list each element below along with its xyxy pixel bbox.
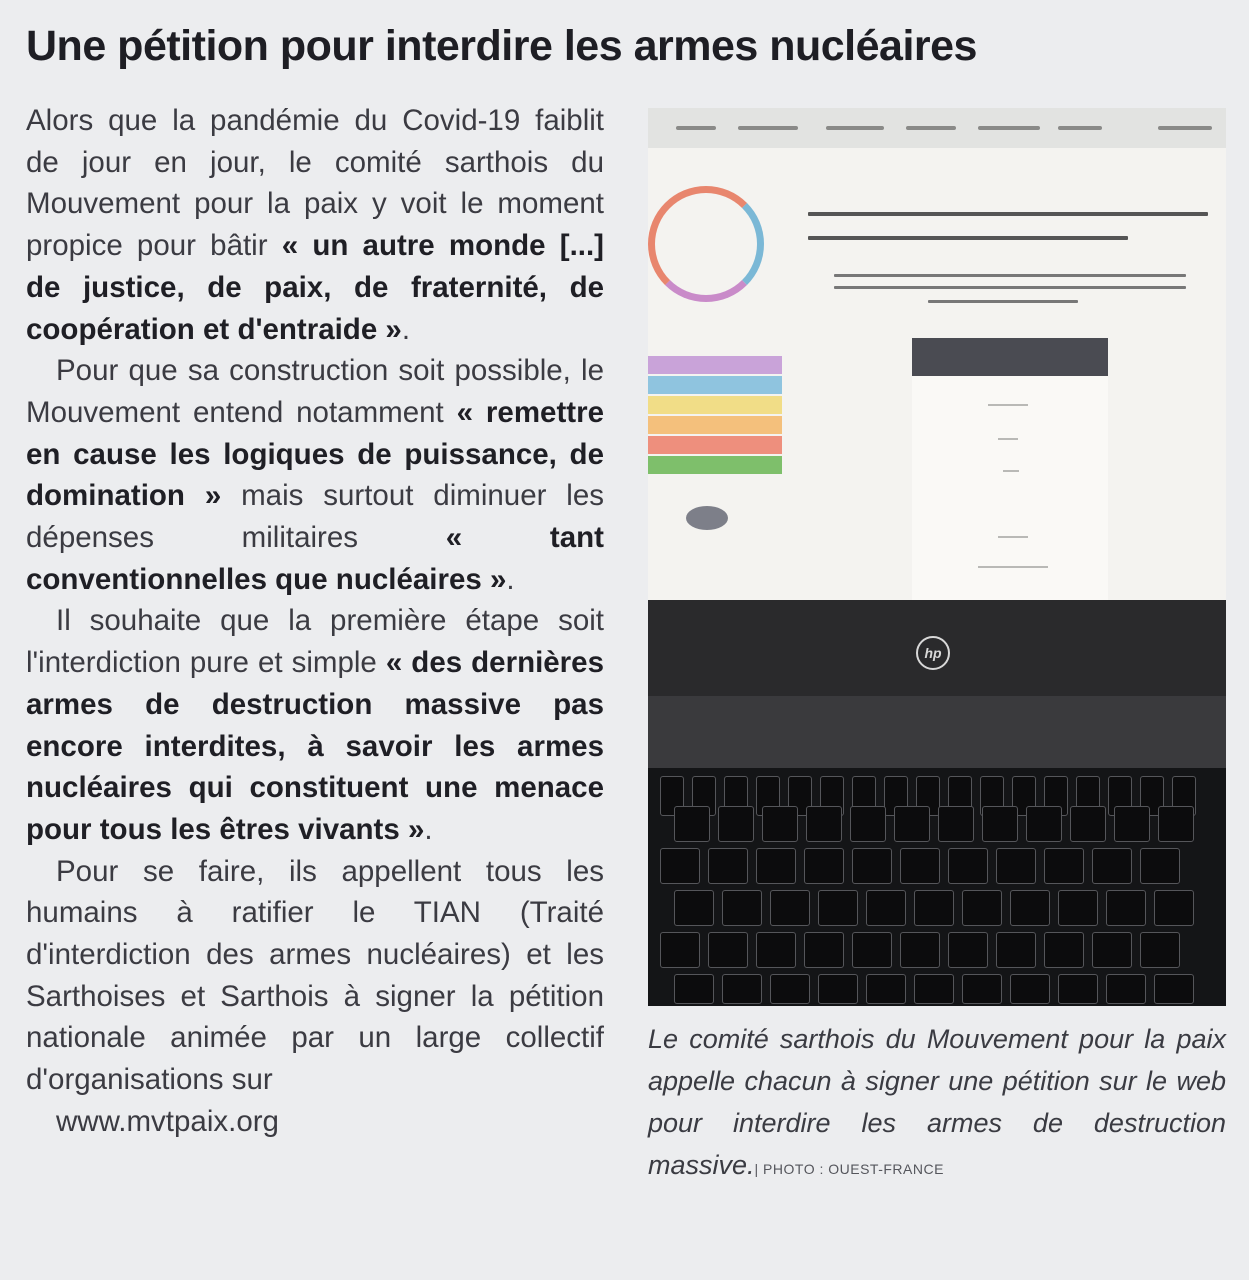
keyboard-key [1106,890,1146,926]
keyboard-key [804,932,844,968]
keyboard-key [674,974,714,1004]
keyboard-key [1114,806,1150,842]
keyboard-key [1044,932,1084,968]
paragraph-text: Pour se faire, ils appellent tous les humains à ratifier le TIAN (Traité d'interdiction des armes nucléaires) et les Sarthoises et Sarthois à signer la pétition nationale animée par un large collectif d'organisations sur [26,854,604,1097]
keyboard-key [1092,932,1132,968]
caption-text: Le comité sarthois du Mouvement pour la paix appelle chacun à signer une pétition sur le web pour interdire les armes de destruction massive. [648,1024,1226,1180]
quote-text: « des dernières armes de destruction massive pas encore interdites, à savoir les armes nucléaires qui constituent une menace pour tous les êtres vivants » [26,646,604,846]
keyboard-key [722,890,762,926]
keyboard-key [982,806,1018,842]
paragraph-text: . [401,312,411,346]
paragraph-text: mais surtout diminuer les dépenses militaires [26,479,604,555]
keyboard-key [770,974,810,1004]
petition-form [912,338,1108,600]
paragraph-text: Pour que sa construction soit possible, le Mouvement entend notamment [26,354,604,429]
keyboard-key [756,848,796,884]
article-headline: Une pétition pour interdire les armes nucléaires [26,22,977,70]
paragraph-text: Alors que la pandémie du Covid-19 faiblit de jour en jour, le comité sarthois du Mouvement pour la paix y voit le moment propice pour bâtir [26,104,604,263]
keyboard-key [850,806,886,842]
keyboard-key [1070,806,1106,842]
keyboard-key [818,974,858,1004]
keyboard-key [852,932,892,968]
keyboard-key [756,932,796,968]
keyboard-key [1058,974,1098,1004]
keyboard-key [1154,890,1194,926]
keyboard-key [1140,932,1180,968]
laptop-keyboard [648,600,1226,1006]
keyboard-key [1044,848,1084,884]
keyboard-key [708,932,748,968]
paragraph-4 [26,851,604,1143]
keyboard-key [938,806,974,842]
keyboard-key [770,890,810,926]
paragraph-text: . [424,812,433,846]
keyboard-key [948,848,988,884]
keyboard-key [674,806,710,842]
keyboard-key [996,932,1036,968]
keyboard-key [806,806,842,842]
keyboard-key [914,890,954,926]
keyboard-key [1154,974,1194,1004]
keyboard-key [1010,974,1050,1004]
keyboard-key [1140,848,1180,884]
quote-text: « remettre en cause les logiques de puissance, de domination » [26,395,604,513]
paragraph-3 [26,600,604,850]
dove-icon [686,506,728,530]
keyboard-key [722,974,762,1004]
keyboard-key [1010,890,1050,926]
keyboard-key [900,932,940,968]
paragraph-1 [26,100,604,350]
keyboard-key [866,974,906,1004]
article-body [26,100,604,1143]
keyboard-key [708,848,748,884]
keyboard-key [962,974,1002,1004]
keyboard-key [762,806,798,842]
keyboard-key [894,806,930,842]
keyboard-key [948,932,988,968]
keyboard-key [660,848,700,884]
keyboard-key [660,932,700,968]
petition-form-header [912,338,1108,376]
keyboard-key [962,890,1002,926]
photo-caption [648,1018,1226,1190]
keyboard-key [866,890,906,926]
keyboard-key [996,848,1036,884]
keyboard-key [1106,974,1146,1004]
paragraph-text: . [506,562,515,596]
keyboard-key [674,890,714,926]
photo-credit: | PHOTO : OUEST-FRANCE [754,1161,944,1177]
keyboard-key [718,806,754,842]
keyboard-key [900,848,940,884]
keyboard-key [818,890,858,926]
movement-logo-icon [648,186,764,302]
paragraph-text: Il souhaite que la première étape soit l'interdiction pure et simple [26,604,604,680]
hp-logo-icon: hp [916,636,950,670]
quote-text: « tant conventionnelles que nucléaires » [26,521,604,596]
keyboard-key [914,974,954,1004]
keyboard-key [804,848,844,884]
keyboard-key [1092,848,1132,884]
paragraph-2 [26,350,604,600]
laptop-screen [648,108,1226,600]
website-menu-bar [648,108,1226,148]
keyboard-key [1058,890,1098,926]
website-link[interactable]: www.mvtpaix.org [56,1104,279,1138]
article-photo [648,108,1226,1006]
keyboard-key [852,848,892,884]
keyboard-key [1026,806,1062,842]
keyboard-key [1158,806,1194,842]
quote-text: « un autre monde [...] de justice, de paix, de fraternité, de coopération et d'entraide » [26,229,604,346]
